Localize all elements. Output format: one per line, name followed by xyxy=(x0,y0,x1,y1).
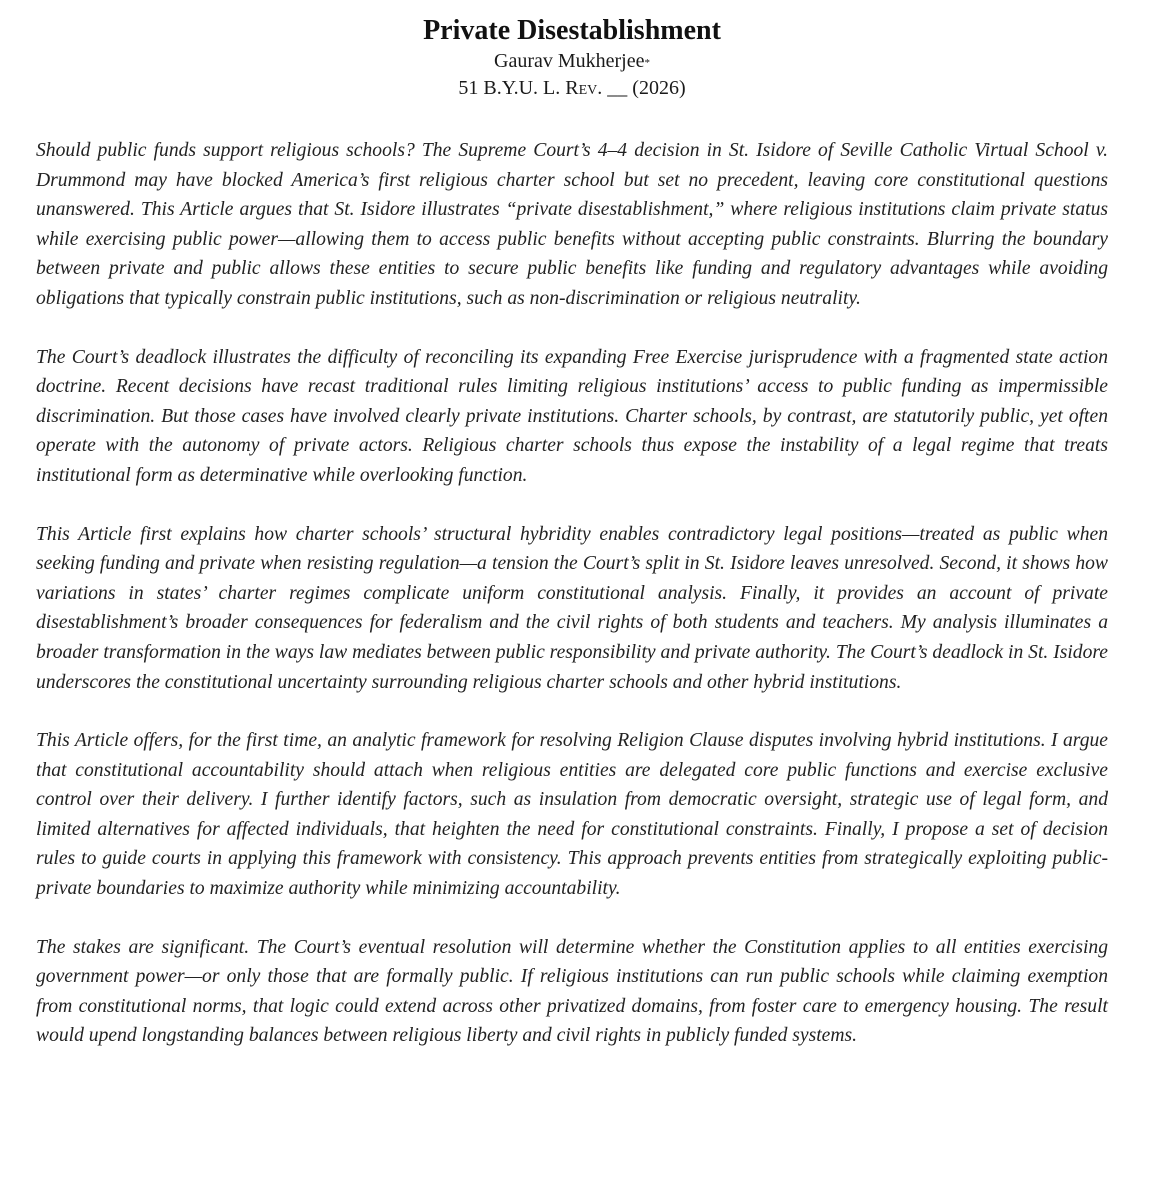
article-header xyxy=(36,14,1108,102)
article-title: Private Disestablishment xyxy=(423,15,721,46)
abstract-paragraph-3: This Article first explains how charter schools’ structural hybridity enables contradictory legal positions—treated as public when seeking funding and private when resisting regulation—a tension the Court’s split in St. Isidore leaves unresolved. Second, it shows how variations in states’ charter regimes complicate uniform constitutional analysis. Finally, it provides an account of private disestablishment’s broader consequences for federalism and the civil rights of both students and teachers. My analysis illuminates a broader transformation in the ways law mediates between public responsibility and private authority. The Court’s deadlock in St. Isidore underscores the constitutional uncertainty surrounding religious charter schools and other hybrid institutions. xyxy=(36,523,1108,693)
abstract-paragraph-2: The Court’s deadlock illustrates the difficulty of reconciling its expanding Free Exercise jurisprudence with a fragmented state action doctrine. Recent decisions have recast traditional rules limiting religious institutions’ access to public funding as impermissible discrimination. But those cases have involved clearly private institutions. Charter schools, by contrast, are statutorily public, yet often operate with the autonomy of private actors. Religious charter schools thus expose the instability of a legal regime that treats institutional form as determinative while overlooking function. xyxy=(36,346,1108,486)
abstract-paragraph-5: The stakes are significant. The Court’s eventual resolution will determine whether the Constitution applies to all entities exercising government power—or only those that are formally public. If religious institutions can run public schools while claiming exemption from constitutional norms, that logic could extend across other privatized domains, from foster care to emergency housing. The result would upend longstanding balances between religious liberty and civil rights in publicly funded systems. xyxy=(36,936,1108,1047)
citation-line xyxy=(36,75,1108,102)
abstract-paragraph-4: This Article offers, for the first time, an analytic framework for resolving Religion Clause disputes involving hybrid institutions. I argue that constitutional accountability should attach when religious entities are delegated core public functions and exercise exclusive control over their delivery. I further identify factors, such as insulation from democratic oversight, strategic use of legal form, and limited alternatives for affected individuals, that heighten the need for constitutional constraints. Finally, I propose a set of decision rules to guide courts in applying this framework with consistency. This approach prevents entities from strategically exploiting public-private boundaries to maximize authority while minimizing accountability. xyxy=(36,730,1108,900)
citation-prefix: 51 B.Y.U. L. xyxy=(458,77,561,99)
abstract xyxy=(36,136,1108,1051)
author-name: Gaurav Mukherjee xyxy=(494,50,645,72)
citation-suffix: __ (2026) xyxy=(607,77,686,99)
citation-journal: Rev. xyxy=(565,77,603,99)
abstract-paragraph-1: Should public funds support religious schools? The Supreme Court’s 4–4 decision in St. Isidore of Seville Catholic Virtual School v. Drummond may have blocked America’s first religious charter school but set no precedent, leaving core constitutional questions unanswered. This Article argues that St. Isidore illustrates “private disestablishment,” where religious institutions claim private status while exercising public power—allowing them to access public benefits without accepting public constraints. Blurring the boundary between private and public allows these entities to secure public benefits like funding and regulatory advantages while avoiding obligations that typically constrain public institutions, such as non-discrimination or religious neutrality. xyxy=(36,140,1108,309)
author-line xyxy=(36,48,1108,75)
author-footnote-mark: * xyxy=(644,57,650,69)
